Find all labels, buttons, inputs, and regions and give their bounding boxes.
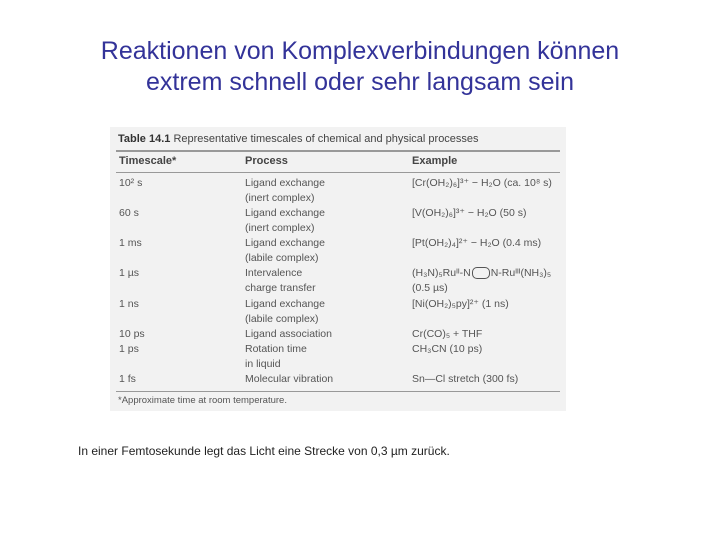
row-2-example: [Pt(OH₂)₄]²⁺ − H₂O (0.4 ms) [412,237,542,249]
row-0-timescale: 10² s [119,177,143,189]
row-6-timescale: 1 ps [119,343,139,355]
row-4-timescale: 1 ns [119,298,139,310]
row-5-example: Cr(CO)₅ + THF [412,328,483,340]
row-5-process: Ligand association [245,328,332,340]
row-2-timescale: 1 ms [119,237,142,249]
timescales-table [110,127,566,411]
row-7-example: Sn—Cl stretch (300 fs) [412,373,519,385]
row-1-timescale: 60 s [119,207,139,219]
table-caption-label: Table 14.1 [118,133,171,145]
table-bottom-rule [116,391,560,392]
pyrazine-ring-icon [472,267,490,279]
header-process: Process [245,155,288,167]
row-5-timescale: 10 ps [119,328,145,340]
row-1-example: [V(OH₂)₆]³⁺ − H₂O (50 s) [412,207,527,219]
row-3-example: (H₃N)₅Ruᴵᴵ-N N-Ruᴵᴵᴵ(NH₃)₅ (0.5 µs) [412,267,552,294]
row-4-example: [Ni(OH₂)₅py]²⁺ (1 ns) [412,298,509,310]
table-header-rule [116,172,560,173]
slide-title-line-1: Reaktionen von Komplexverbindungen können [100,37,620,65]
row-0-process: Ligand exchange (inert complex) [245,177,325,204]
table-top-rule [116,150,560,152]
row-3-timescale: 1 µs [119,267,140,279]
slide-title-line-2: extrem schnell oder sehr langsam sein [146,68,574,96]
row-6-process: Rotation time in liquid [245,343,307,370]
table-caption-text: Representative timescales of chemical and physical processes [173,133,479,145]
table-caption [118,133,479,145]
row-3-process: Intervalence charge transfer [245,267,316,294]
header-example: Example [412,155,458,167]
row-6-example: CH₃CN (10 ps) [412,343,483,355]
slide-title [0,36,720,98]
table-footnote: *Approximate time at room temperature. [118,395,287,406]
femtosecond-note: In einer Femtosekunde legt das Licht eine Strecke von 0,3 µm zurück. [78,444,450,458]
row-0-example: [Cr(OH₂)₆]³⁺ − H₂O (ca. 10⁸ s) [412,177,552,189]
header-timescale: Timescale* [119,155,177,167]
row-7-timescale: 1 fs [119,373,136,385]
row-1-process: Ligand exchange (inert complex) [245,207,325,234]
row-2-process: Ligand exchange (labile complex) [245,237,325,264]
row-7-process: Molecular vibration [245,373,334,385]
row-4-process: Ligand exchange (labile complex) [245,298,325,325]
